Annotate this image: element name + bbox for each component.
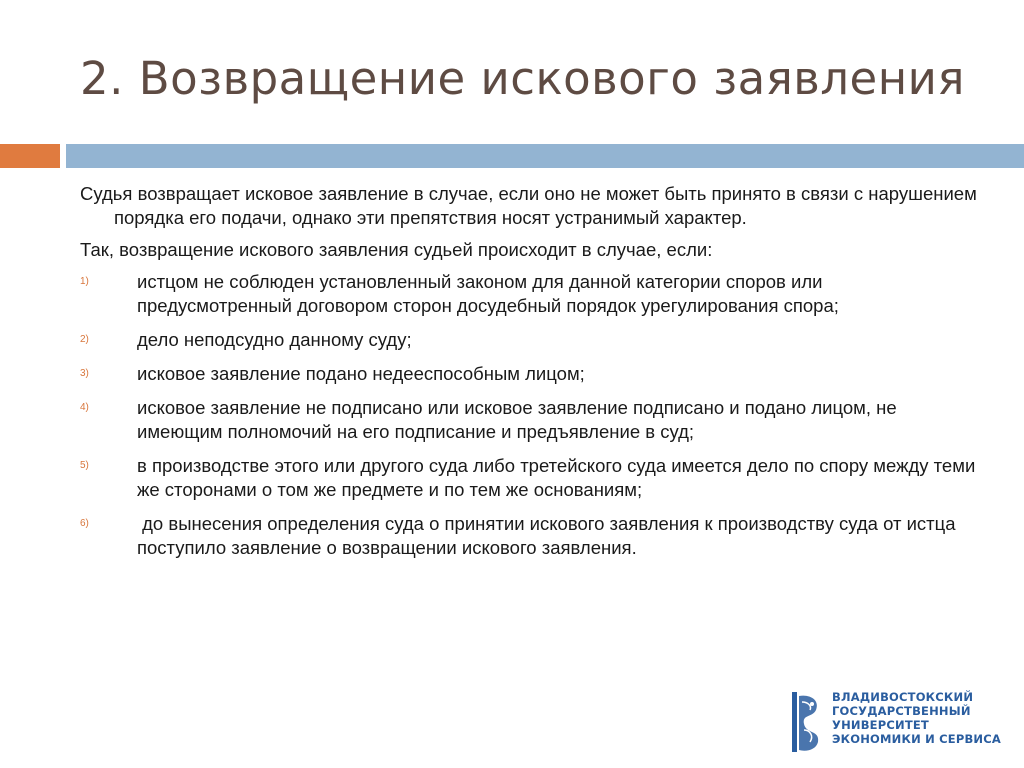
- accent-bar-orange: [0, 144, 60, 168]
- university-emblem-icon: [790, 690, 826, 754]
- list-item: [80, 328, 980, 352]
- list-item: [80, 270, 980, 318]
- list-item-number: 1): [80, 276, 89, 287]
- slide-content: [80, 182, 980, 570]
- university-logo: [790, 688, 1010, 758]
- list-item-number: 2): [80, 334, 89, 345]
- list-item-number: 4): [80, 402, 89, 413]
- list-item-number: 3): [80, 368, 89, 379]
- list-item: [80, 454, 980, 502]
- accent-bar-blue: [66, 144, 1024, 168]
- list-lead-paragraph: Так, возвращение искового заявления судьей происходит в случае, если:: [80, 239, 713, 260]
- list-item-text: истцом не соблюден установленный законом для данной категории споров или предусмотренный договором сторон досудебный порядок урегулирования спора;: [137, 271, 839, 316]
- list-item-number: 6): [80, 518, 89, 529]
- intro-paragraph: Судья возвращает исковое заявление в случае, если оно не может быть принято в связи с нарушением порядка его подачи, однако эти препятствия носят устранимый характер.: [80, 183, 977, 228]
- list-item: [80, 362, 980, 386]
- list-item-text: в производстве этого или другого суда либо третейского суда имеется дело по спору между теми же сторонами о том же предмете и по тем же основаниям;: [137, 455, 976, 500]
- logo-line: УНИВЕРСИТЕТ: [832, 718, 929, 732]
- logo-line: ЭКОНОМИКИ И СЕРВИСА: [832, 732, 1001, 746]
- list-item-text: дело неподсудно данному суду;: [137, 329, 412, 350]
- logo-line: ВЛАДИВОСТОКСКИЙ: [832, 690, 974, 704]
- list-item: [80, 396, 980, 444]
- list-item-text: исковое заявление подано недееспособным лицом;: [137, 363, 585, 384]
- conditions-list: [80, 270, 980, 560]
- slide-title: 2. Возвращение искового заявления: [80, 52, 965, 105]
- list-item-text: до вынесения определения суда о принятии искового заявления к производству суда от истца поступило заявление о возвращении искового заявления.: [137, 513, 961, 558]
- list-item: [80, 512, 980, 560]
- logo-line: ГОСУДАРСТВЕННЫЙ: [832, 704, 971, 718]
- list-item-text: исковое заявление не подписано или исковое заявление подписано и подано лицом, не имеющим полномочий на его подписание и предъявление в суд;: [137, 397, 897, 442]
- list-item-number: 5): [80, 460, 89, 471]
- university-name: [832, 690, 1001, 746]
